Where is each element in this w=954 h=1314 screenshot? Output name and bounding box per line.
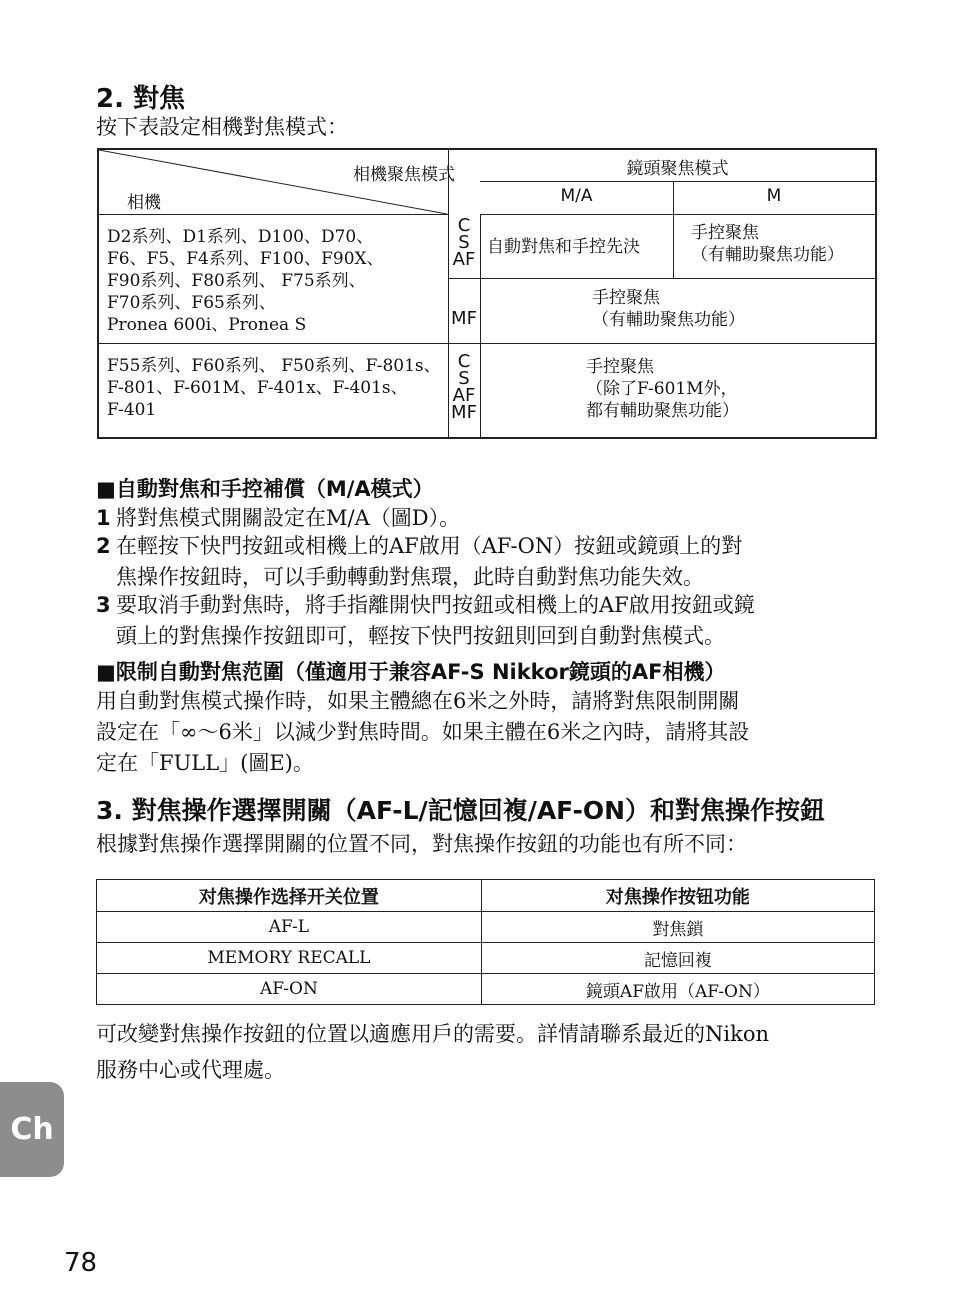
step-text: 將對焦模式開關設定在M/A（圖D）。 bbox=[116, 506, 461, 530]
service-note bbox=[96, 1016, 886, 1088]
table-header-row bbox=[97, 880, 875, 912]
body-line: 用自動對焦模式操作時，如果主體總在6米之外時，請將對焦限制開關 bbox=[96, 689, 740, 713]
row2-camera-list bbox=[107, 355, 441, 421]
mode-label: AF bbox=[452, 249, 476, 270]
column-ma-header: M/A bbox=[560, 186, 593, 206]
section-2-intro: 按下表設定相機對焦模式： bbox=[96, 115, 348, 139]
row1a-ma-cell: 自動對焦和手控先決 bbox=[487, 237, 640, 257]
cell-line: 都有輔助聚焦功能） bbox=[586, 401, 739, 421]
row2-modes bbox=[449, 353, 479, 421]
mode-label: S bbox=[458, 368, 470, 389]
step-1 bbox=[96, 503, 886, 534]
mode-label: C bbox=[457, 215, 471, 236]
section-3-intro: 根據對焦操作選擇開關的位置不同，對焦操作按鈕的功能也有所不同： bbox=[96, 832, 747, 856]
row1b-mode: MF bbox=[451, 308, 477, 329]
note-line: 服務中心或代理處。 bbox=[96, 1058, 285, 1082]
camera-line: F90系列、F80系列、 F75系列、 bbox=[107, 271, 366, 291]
af-range-body bbox=[96, 686, 886, 779]
cell-line: （有輔助聚焦功能） bbox=[592, 310, 745, 330]
camera-line: F-801、F-601M、F-401x、F-401s、 bbox=[107, 378, 408, 398]
step-number: 2 bbox=[96, 534, 111, 558]
table-header: 对焦操作按钮功能 bbox=[481, 880, 874, 912]
camera-line: F55系列、F60系列、 F50系列、F-801s、 bbox=[107, 356, 441, 376]
mode-label: AF bbox=[452, 385, 476, 406]
grid-line bbox=[480, 181, 875, 182]
note-line: 可改變對焦操作按鈕的位置以適應用戶的需要。詳情請聯系最近的Nikon bbox=[96, 1022, 769, 1046]
row1b-both-cell bbox=[592, 287, 745, 331]
table-cell: 記憶回複 bbox=[481, 943, 874, 974]
step-text: 在輕按下快門按鈕或相機上的AF啟用（AF-ON）按鈕或鏡頭上的對 bbox=[116, 534, 743, 558]
grid-line bbox=[448, 278, 875, 279]
table-row bbox=[97, 974, 875, 1005]
mode-label: MF bbox=[451, 402, 477, 423]
cell-line: 手控聚焦 bbox=[586, 357, 654, 377]
table-cell: 對焦鎖 bbox=[481, 912, 874, 943]
row1a-modes bbox=[449, 217, 479, 268]
table-cell: MEMORY RECALL bbox=[97, 943, 482, 974]
step-2 bbox=[96, 531, 886, 593]
grid-line bbox=[99, 343, 875, 344]
step-number: 1 bbox=[96, 506, 111, 530]
step-number: 3 bbox=[96, 593, 111, 617]
step-text-continued: 焦操作按鈕時，可以手動轉動對焦環，此時自動對焦功能失效。 bbox=[116, 565, 704, 589]
camera-line: F6、F5、F4系列、F100、F90X、 bbox=[107, 249, 384, 269]
table-row bbox=[97, 943, 875, 974]
section-2-title: 2. 對焦 bbox=[96, 84, 186, 114]
language-tab: Ch bbox=[0, 1082, 64, 1177]
body-line: 設定在「∞～6米」以減少對焦時間。如果主體在6米之內時，請將其設 bbox=[96, 720, 750, 744]
ma-mode-subtitle: ■自動對焦和手控補償（M/A模式） bbox=[96, 477, 434, 501]
body-line: 定在「FULL」(圖E)。 bbox=[96, 751, 314, 775]
camera-line: D2系列、D1系列、D100、D70、 bbox=[107, 227, 374, 247]
cell-line: （除了F-601M外， bbox=[586, 379, 738, 399]
step-text: 要取消手動對焦時，將手指離開快門按鈕或相機上的AF啟用按鈕或鏡 bbox=[116, 593, 755, 617]
step-3 bbox=[96, 590, 886, 652]
table-cell: AF-ON bbox=[97, 974, 482, 1005]
af-range-subtitle: ■限制自動對焦范圍（僅適用于兼容AF-S Nikkor鏡頭的AF相機） bbox=[96, 660, 726, 684]
focus-mode-table bbox=[97, 148, 877, 439]
row2-both-cell bbox=[586, 356, 739, 422]
lens-focus-mode-header: 鏡頭聚焦模式 bbox=[626, 159, 729, 179]
section-3-title: 3. 對焦操作選擇開關（AF-L/記憶回複/AF-ON）和對焦操作按鈕 bbox=[96, 796, 826, 825]
table-header: 对焦操作选择开关位置 bbox=[97, 880, 482, 912]
camera-header: 相機 bbox=[127, 193, 161, 213]
step-text-continued: 頭上的對焦操作按鈕即可，輕按下快門按鈕則回到自動對焦模式。 bbox=[116, 624, 725, 648]
camera-line: F70系列、F65系列、 bbox=[107, 293, 276, 313]
table-cell: 鏡頭AF啟用（AF-ON） bbox=[481, 974, 874, 1005]
grid-line bbox=[99, 214, 448, 215]
cell-line: 手控聚焦 bbox=[691, 223, 759, 243]
camera-line: Pronea 600i、Pronea S bbox=[107, 315, 307, 335]
mode-label: C bbox=[457, 351, 471, 372]
grid-line bbox=[480, 214, 481, 437]
table-cell: AF-L bbox=[97, 912, 482, 943]
mode-label: S bbox=[458, 232, 470, 253]
camera-focus-mode-header: 相機聚焦模式 bbox=[353, 165, 455, 185]
column-m-header: M bbox=[766, 186, 782, 206]
row1a-m-cell bbox=[691, 222, 844, 266]
grid-line bbox=[480, 214, 875, 215]
camera-line: F-401 bbox=[107, 400, 157, 420]
function-table bbox=[96, 879, 875, 1005]
cell-line: 手控聚焦 bbox=[592, 288, 660, 308]
row1-camera-list bbox=[107, 226, 384, 336]
page-number: 78 bbox=[64, 1248, 98, 1278]
cell-line: （有輔助聚焦功能） bbox=[691, 245, 844, 265]
table-row bbox=[97, 912, 875, 943]
